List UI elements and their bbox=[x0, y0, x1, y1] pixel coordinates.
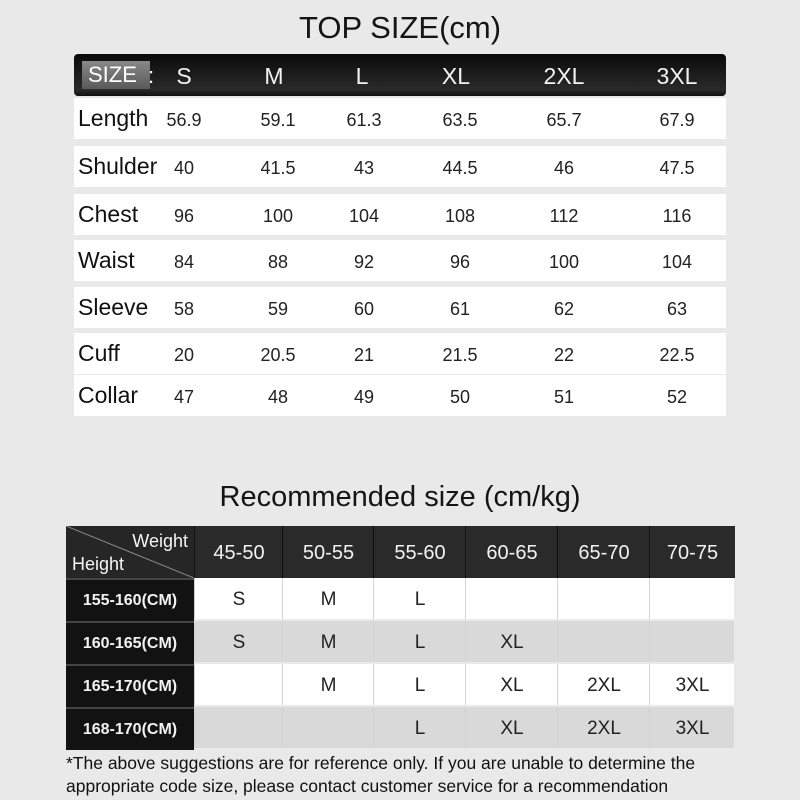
measurement-value: 51 bbox=[553, 387, 575, 407]
measurement-value: 108 bbox=[444, 206, 476, 226]
recommended-size-cell: 3XL bbox=[649, 707, 735, 748]
size-col-xl: XL bbox=[441, 63, 471, 89]
measurement-value: 22 bbox=[553, 345, 575, 365]
measurement-value: 92 bbox=[353, 252, 375, 272]
measurement-value: 63 bbox=[666, 299, 688, 319]
measurement-value: 48 bbox=[267, 387, 289, 407]
measurement-value: 46 bbox=[553, 158, 575, 178]
size-row-waist bbox=[74, 240, 726, 281]
weight-col-header: 60-65 bbox=[465, 526, 558, 578]
measurement-value: 52 bbox=[666, 387, 688, 407]
measurement-value: 40 bbox=[173, 158, 195, 178]
measurement-value: 112 bbox=[549, 206, 579, 226]
measurement-name: Chest bbox=[78, 201, 139, 227]
recommended-size-cell: 3XL bbox=[649, 664, 735, 705]
measurement-name: Waist bbox=[78, 247, 135, 273]
weight-col-header: 45-50 bbox=[194, 526, 283, 578]
measurement-value: 59 bbox=[267, 299, 289, 319]
recommended-size-cell bbox=[649, 621, 735, 662]
weight-col-header: 70-75 bbox=[649, 526, 735, 578]
measurement-value: 104 bbox=[661, 252, 693, 272]
recommended-size-cell: XL bbox=[465, 707, 558, 748]
measurement-value: 62 bbox=[553, 299, 575, 319]
size-col-m: M bbox=[264, 63, 284, 89]
size-col-3xl: 3XL bbox=[656, 63, 698, 89]
measurement-value: 61.3 bbox=[346, 110, 382, 130]
size-col-2xl: 2XL bbox=[543, 63, 585, 89]
measurement-value: 47 bbox=[173, 387, 195, 407]
recommended-size-cell: M bbox=[282, 621, 374, 662]
corner-weight-label: Weight bbox=[132, 531, 188, 551]
recommended-size-cell bbox=[465, 578, 558, 619]
weight-col-header: 55-60 bbox=[373, 526, 466, 578]
measurement-value: 41.5 bbox=[260, 158, 296, 178]
recommended-size-cell: L bbox=[373, 578, 466, 619]
measurement-value: 59.1 bbox=[260, 110, 296, 130]
size-row-sleeve bbox=[74, 287, 726, 328]
measurement-value: 43 bbox=[353, 158, 375, 178]
measurement-value: 20.5 bbox=[260, 345, 296, 365]
measurement-value: 44.5 bbox=[442, 158, 478, 178]
table-corner-header bbox=[66, 526, 194, 578]
measurement-value: 47.5 bbox=[659, 158, 695, 178]
measurement-value: 49 bbox=[353, 387, 375, 407]
height-row-label: 165-170(CM) bbox=[66, 664, 194, 707]
recommended-size-cell: 2XL bbox=[557, 664, 650, 705]
recommended-size-cell bbox=[194, 707, 283, 748]
recommended-size-cell bbox=[557, 578, 650, 619]
recommended-table bbox=[66, 526, 734, 749]
measurement-name: Sleeve bbox=[78, 294, 149, 320]
measurement-value: 60 bbox=[353, 299, 375, 319]
recommended-size-cell bbox=[282, 707, 374, 748]
measurement-name: Collar bbox=[78, 382, 139, 408]
height-row-label: 168-170(CM) bbox=[66, 707, 194, 750]
measurement-value: 20 bbox=[173, 345, 195, 365]
measurement-name: Shulder bbox=[78, 153, 158, 179]
size-col-s: S bbox=[176, 63, 192, 89]
measurement-value: 65.7 bbox=[546, 110, 582, 130]
recommended-size-cell bbox=[194, 664, 283, 705]
size-label: SIZE bbox=[82, 61, 150, 89]
recommended-size-cell: XL bbox=[465, 664, 558, 705]
measurement-value: 21 bbox=[353, 345, 375, 365]
measurement-name: Cuff bbox=[78, 340, 120, 366]
size-row-chest bbox=[74, 194, 726, 235]
recommended-size-cell: M bbox=[282, 578, 374, 619]
measurement-value: 116 bbox=[662, 206, 692, 226]
measurement-value: 56.9 bbox=[166, 110, 202, 130]
size-row-length bbox=[74, 98, 726, 139]
weight-col-header: 65-70 bbox=[557, 526, 650, 578]
measurement-value: 88 bbox=[267, 252, 289, 272]
measurement-value: 63.5 bbox=[442, 110, 478, 130]
corner-height-label: Height bbox=[72, 554, 125, 574]
measurement-value: 100 bbox=[262, 206, 294, 226]
measurement-value: 84 bbox=[173, 252, 195, 272]
height-row-label: 155-160(CM) bbox=[66, 578, 194, 621]
measurement-value: 50 bbox=[449, 387, 471, 407]
recommended-size-cell: M bbox=[282, 664, 374, 705]
disclaimer-note: *The above suggestions are for reference only. If you are unable to determine the appropriate code size, please contact customer service for a recommendation bbox=[66, 753, 696, 796]
measurement-value: 61 bbox=[449, 299, 471, 319]
measurement-value: 22.5 bbox=[659, 345, 695, 365]
recommended-size-title: Recommended size (cm/kg) bbox=[219, 481, 581, 513]
recommended-size-cell: S bbox=[194, 621, 283, 662]
recommended-size-cell bbox=[649, 578, 735, 619]
size-row-cuff bbox=[74, 333, 726, 374]
measurement-value: 58 bbox=[173, 299, 195, 319]
weight-col-header: 50-55 bbox=[282, 526, 374, 578]
size-header-bar bbox=[74, 54, 726, 96]
height-row-label: 160-165(CM) bbox=[66, 621, 194, 664]
recommended-size-cell: L bbox=[373, 707, 466, 748]
measurement-value: 104 bbox=[348, 206, 380, 226]
measurement-value: 96 bbox=[449, 252, 471, 272]
recommended-size-cell: L bbox=[373, 621, 466, 662]
measurement-value: 100 bbox=[548, 252, 580, 272]
top-size-title: TOP SIZE(cm) bbox=[298, 10, 502, 45]
recommended-size-cell: 2XL bbox=[557, 707, 650, 748]
recommended-size-cell: S bbox=[194, 578, 283, 619]
measurement-value: 67.9 bbox=[659, 110, 695, 130]
measurement-value: 96 bbox=[173, 206, 195, 226]
size-label-colon: : bbox=[147, 63, 155, 88]
recommended-size-cell: XL bbox=[465, 621, 558, 662]
size-row-shulder bbox=[74, 146, 726, 187]
size-row-collar bbox=[74, 375, 726, 416]
recommended-size-cell bbox=[557, 621, 650, 662]
measurement-value: 21.5 bbox=[442, 345, 478, 365]
measurement-name: Length bbox=[78, 105, 149, 131]
recommended-size-cell: L bbox=[373, 664, 466, 705]
size-col-l: L bbox=[355, 63, 369, 89]
